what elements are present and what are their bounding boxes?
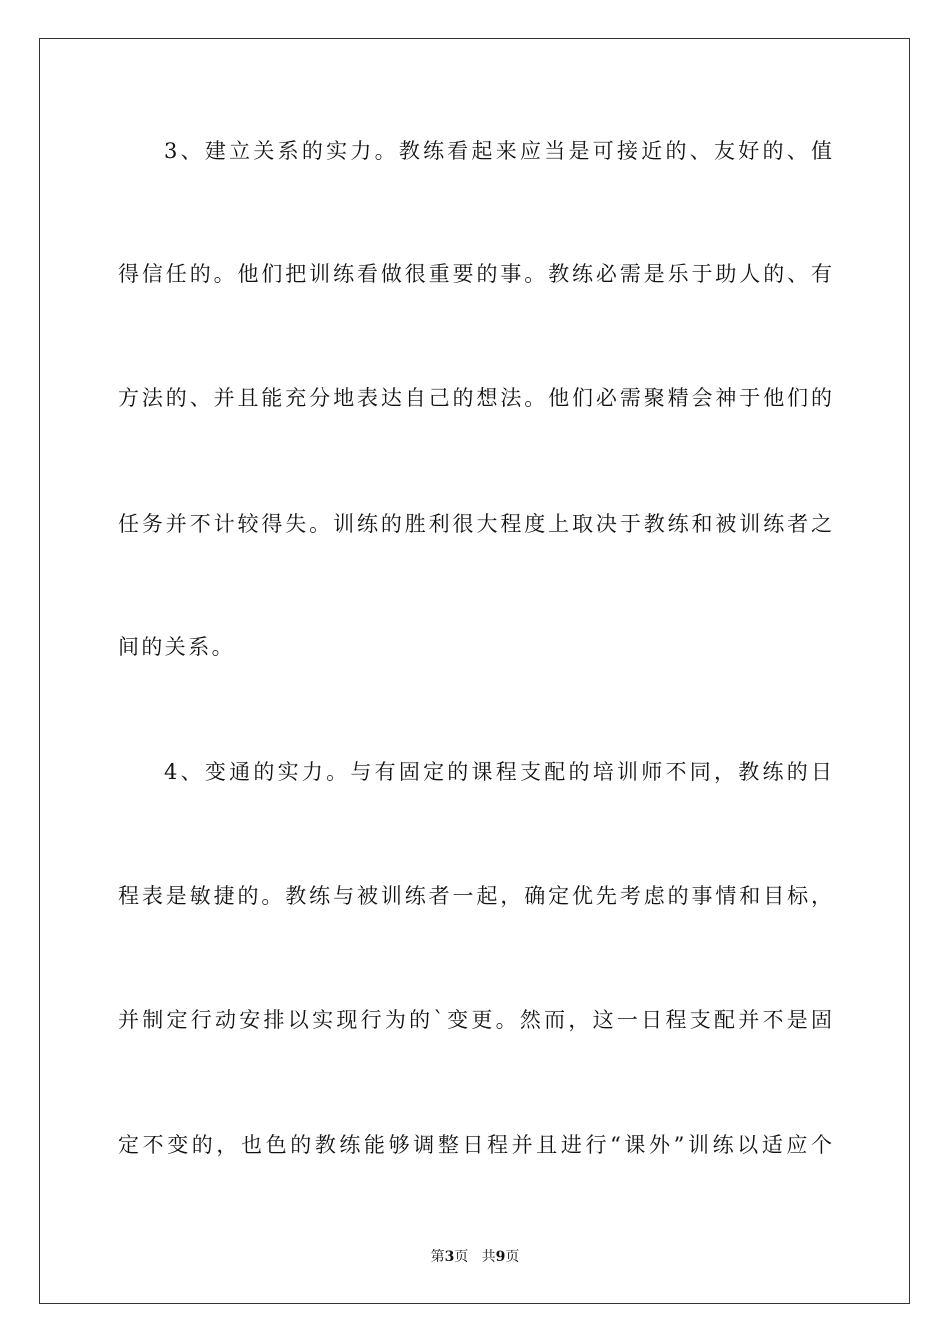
total-page-number: 9 [495,1249,506,1265]
paragraph-3-line-1: 3、建立关系的实力。教练看起来应当是可接近的、友好的、值 [164,139,832,163]
paragraph-3-line-3: 方法的、并且能充分地表达自己的想法。他们必需聚精会神于他们的 [118,386,832,410]
paragraph-3-line-4: 任务并不计较得失。训练的胜利很大程度上取决于教练和被训练者之 [118,512,832,536]
current-page-number: 3 [444,1249,455,1265]
paragraph-3-line-2: 得信任的。他们把训练看做很重要的事。教练必需是乐于助人的、有 [118,262,832,286]
footer-mid: 页 共 [454,1249,496,1265]
footer-prefix: 第 [430,1249,445,1265]
page-number-footer [0,1248,950,1266]
paragraph-3-line-5: 间的关系。 [118,635,235,659]
paragraph-4-line-4: 定不变的，也色的教练能够调整日程并且进行“课外”训练以适应个 [118,1133,832,1157]
paragraph-4-line-1: 4、变通的实力。与有固定的课程支配的培训师不同，教练的日 [164,760,832,784]
footer-suffix: 页 [505,1249,520,1265]
paragraph-4-line-3: 并制定行动安排以实现行为的`变更。然而，这一日程支配并不是固 [118,1008,832,1032]
paragraph-4-line-2: 程表是敏捷的。教练与被训练者一起，确定优先考虑的事情和目标， [118,884,832,908]
page-border [39,38,910,1304]
